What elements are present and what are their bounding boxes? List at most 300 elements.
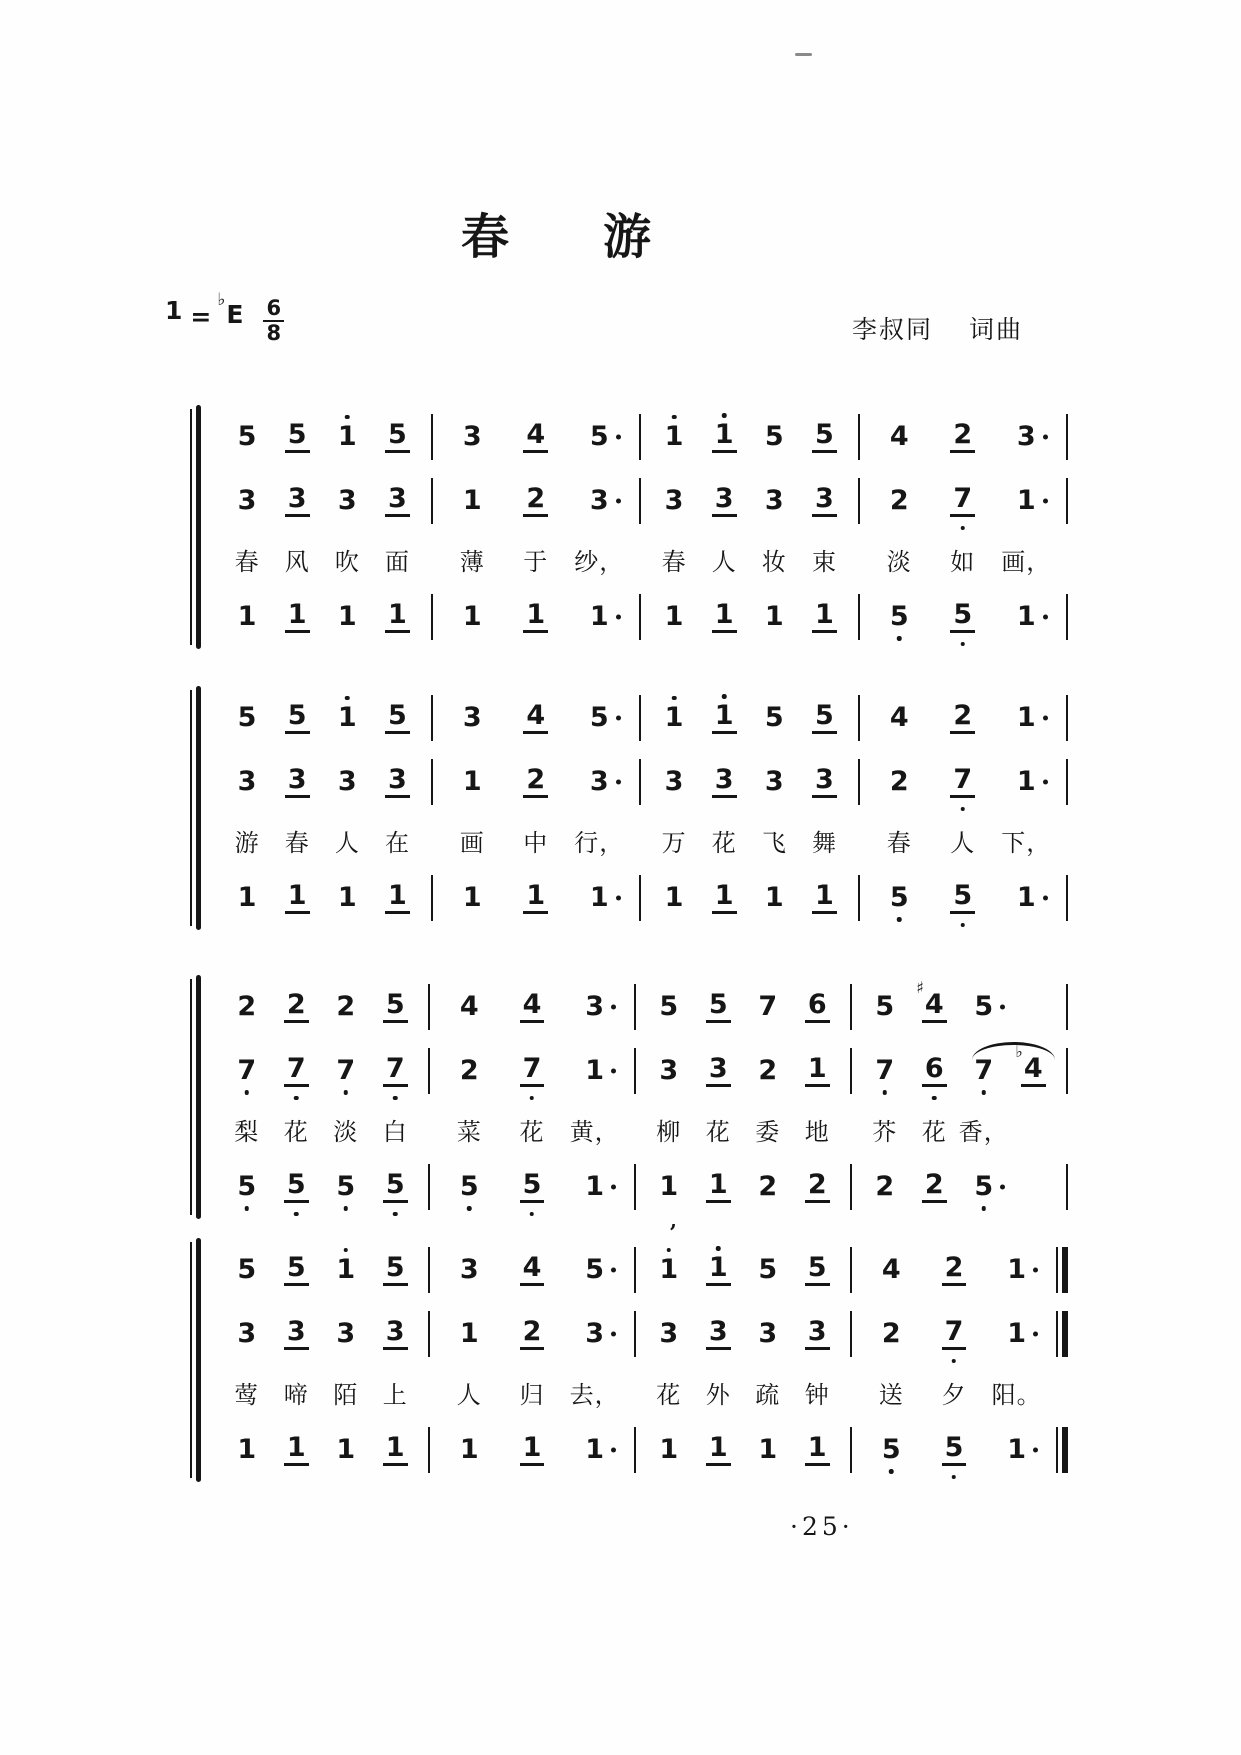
jianpu-note <box>931 601 995 633</box>
jianpu-note <box>860 1171 910 1203</box>
note-glyph <box>942 1318 967 1350</box>
note-digit: 5 <box>284 1254 309 1286</box>
jianpu-note <box>799 485 849 517</box>
note-digit: 3 <box>585 990 605 1022</box>
jianpu-note <box>860 1434 923 1466</box>
jianpu-note <box>694 1055 744 1087</box>
note-glyph <box>460 484 485 516</box>
note-glyph <box>587 765 612 797</box>
note-digit: 5 <box>285 702 310 734</box>
note-glyph <box>285 882 310 914</box>
end-barline <box>1066 695 1068 741</box>
lyric-text: 春 <box>661 547 687 576</box>
lyric-syllable <box>222 823 272 858</box>
note-digit: 1 <box>812 882 837 914</box>
measure <box>860 823 1066 858</box>
lyric-text: 白 <box>382 1117 408 1146</box>
note-glyph <box>333 1317 358 1349</box>
lyric-text: 啼 <box>283 1380 309 1409</box>
note-glyph <box>762 420 787 452</box>
jianpu-note <box>743 1434 792 1466</box>
jianpu-note <box>649 421 699 453</box>
jianpu-note <box>799 421 849 453</box>
lyric-text: 钟 <box>804 1380 830 1409</box>
lyric-syllable <box>322 823 372 858</box>
jianpu-note <box>693 1318 742 1350</box>
jianpu-note <box>272 882 322 914</box>
lyric-syllable <box>694 1112 744 1147</box>
note-digit: 5 <box>285 421 310 453</box>
measure <box>636 991 850 1023</box>
note-glyph <box>706 1055 731 1087</box>
duration-dot <box>1043 615 1048 620</box>
jianpu-note <box>699 702 749 734</box>
note-digit: 3 <box>764 484 784 516</box>
lyric-text: 于 <box>523 547 549 576</box>
jianpu-note <box>438 1055 501 1087</box>
measure <box>641 702 858 734</box>
jianpu-note <box>923 1254 986 1286</box>
barline <box>1066 594 1068 640</box>
octave-dot-high <box>345 696 350 701</box>
note-digit: 5 <box>974 990 994 1022</box>
lyric-syllable <box>372 542 422 577</box>
jianpu-note <box>321 1055 371 1087</box>
jianpu-note <box>931 882 995 914</box>
jianpu-note <box>749 702 799 734</box>
jianpu-note <box>271 1318 320 1350</box>
end-barline <box>1056 1427 1068 1473</box>
jianpu-note <box>644 1170 694 1232</box>
jianpu-note <box>371 1055 421 1087</box>
jianpu-note <box>501 1055 564 1087</box>
note-glyph <box>235 420 260 452</box>
octave-dot-low <box>961 807 966 812</box>
note-digit: 1 <box>285 601 310 633</box>
lyric-syllable <box>438 1112 501 1147</box>
note-glyph <box>587 484 612 516</box>
note-digit: 5 <box>812 702 837 734</box>
jianpu-note <box>995 485 1059 517</box>
measure <box>214 1112 428 1147</box>
end-barline <box>1066 875 1068 921</box>
lyric-syllable <box>799 542 849 577</box>
measure <box>214 766 431 798</box>
measure <box>430 1434 634 1466</box>
note-glyph <box>582 1253 607 1285</box>
note-glyph <box>887 765 912 797</box>
note-glyph <box>872 1170 897 1202</box>
note-glyph <box>235 484 260 516</box>
duration-dot <box>616 716 621 721</box>
duration-dot <box>1043 435 1048 440</box>
note-glyph <box>887 881 912 913</box>
lyric-syllable <box>860 1112 910 1147</box>
measure <box>214 991 428 1023</box>
note-glyph <box>872 1054 897 1086</box>
jianpu-note <box>923 1318 986 1350</box>
note-glyph <box>971 990 996 1022</box>
octave-dot-low <box>393 1212 398 1217</box>
note-digit: 3 <box>812 766 837 798</box>
note-digit: 1 <box>385 882 410 914</box>
jianpu-note <box>272 1171 322 1203</box>
system-brace <box>190 975 204 1219</box>
note-glyph <box>812 601 837 633</box>
note-digit: 3 <box>337 765 357 797</box>
note-glyph <box>805 1171 830 1203</box>
music-system <box>190 686 1068 930</box>
note-glyph <box>383 991 408 1023</box>
octave-dot-low <box>932 1096 937 1101</box>
jianpu-note <box>868 702 932 734</box>
lyric-text: 春 <box>234 547 260 576</box>
note-glyph <box>587 600 612 632</box>
time-signature <box>263 298 284 344</box>
note-glyph <box>234 1317 259 1349</box>
measure <box>852 1112 1066 1147</box>
lyric-syllable <box>868 542 932 577</box>
lyric-text: 花 <box>656 1380 682 1409</box>
jianpu-note <box>860 1318 923 1350</box>
note-glyph <box>712 702 737 734</box>
note-glyph <box>520 991 545 1023</box>
measure <box>641 601 858 633</box>
note-glyph <box>805 1055 830 1087</box>
lyric-syllable <box>272 542 322 577</box>
note-digit: 1 <box>337 600 357 632</box>
lyric-syllable <box>743 1375 792 1410</box>
note-digit: 3 <box>758 1317 778 1349</box>
jianpu-note <box>868 601 932 633</box>
lyric-text: 在 <box>384 828 410 857</box>
jianpu-note <box>438 1171 501 1203</box>
note-digit: 4 <box>881 1253 901 1285</box>
note-glyph <box>656 990 681 1022</box>
measure <box>860 542 1066 577</box>
note-digit: 2 <box>881 1317 901 1349</box>
note-glyph <box>460 420 485 452</box>
lyric-syllable <box>563 1375 626 1410</box>
jianpu-note <box>910 978 960 1023</box>
note-glyph <box>234 1253 259 1285</box>
note-glyph <box>234 1433 259 1465</box>
barline <box>1066 984 1068 1030</box>
duration-dot <box>616 615 621 620</box>
lyric-syllable <box>321 1375 370 1410</box>
jianpu-note <box>931 421 995 453</box>
note-glyph <box>520 1254 545 1286</box>
note-digit: 5 <box>589 420 609 452</box>
lyric-syllable <box>931 823 995 858</box>
note-digit: 3 <box>712 766 737 798</box>
jianpu-note <box>868 882 932 914</box>
lyric-text: 风 <box>284 547 310 576</box>
lyric-syllable <box>568 823 632 858</box>
duration-dot <box>616 499 621 504</box>
note-digit: 1 <box>1016 881 1036 913</box>
note-digit: 1 <box>336 1253 356 1285</box>
duration-dot <box>611 1332 616 1337</box>
jianpu-note <box>649 485 699 517</box>
lyric-text: 归 <box>519 1380 545 1409</box>
note-digit: 2 <box>336 990 356 1022</box>
note-glyph <box>523 766 548 798</box>
note-digit: 1 <box>1016 701 1036 733</box>
note-digit: 1 <box>237 881 257 913</box>
lyric-text: 画 <box>459 828 485 857</box>
duration-dot <box>611 1069 616 1074</box>
note-glyph <box>879 1253 904 1285</box>
note-digit: 3 <box>805 1318 830 1350</box>
jianpu-note <box>644 1318 693 1350</box>
lyric-syllable <box>749 542 799 577</box>
lyric-syllable <box>222 1375 271 1410</box>
note-digit: 1 <box>462 484 482 516</box>
lyrics-row <box>214 533 1068 585</box>
jianpu-note <box>438 1318 501 1350</box>
note-digit: 1 <box>459 1433 479 1465</box>
note-digit: 1 <box>1007 1317 1027 1349</box>
lyric-syllable <box>793 1112 843 1147</box>
jianpu-note <box>694 1171 744 1203</box>
note-digit: 3 <box>589 765 609 797</box>
voice-row-2 <box>214 469 1068 533</box>
note-glyph <box>812 485 837 517</box>
jianpu-note <box>501 1254 564 1286</box>
measure <box>430 991 634 1023</box>
note-digit: 1 <box>664 420 684 452</box>
lyric-syllable <box>272 823 322 858</box>
jianpu-note <box>563 991 626 1023</box>
note-digit: 2 <box>889 765 909 797</box>
note-glyph <box>582 1433 607 1465</box>
system-rows <box>214 686 1068 930</box>
note-glyph <box>662 765 687 797</box>
lyric-syllable <box>792 1375 841 1410</box>
voice-row-3 <box>214 1155 1068 1232</box>
note-glyph <box>460 881 485 913</box>
jianpu-note <box>372 702 422 734</box>
jianpu-note <box>995 601 1059 633</box>
note-glyph <box>805 1318 830 1350</box>
note-digit: 1 <box>337 701 357 733</box>
note-glyph <box>335 881 360 913</box>
jianpu-note <box>649 601 699 633</box>
note-digit: 7 <box>383 1055 408 1087</box>
note-digit: 5 <box>764 701 784 733</box>
jianpu-note <box>743 1055 793 1087</box>
voice-row-2 <box>214 1039 1068 1103</box>
note-digit: 5 <box>237 420 257 452</box>
jianpu-note <box>438 1254 501 1286</box>
note-glyph <box>805 991 830 1023</box>
jianpu-note <box>568 485 632 517</box>
duration-dot <box>1043 780 1048 785</box>
octave-dot-low <box>961 642 966 647</box>
note-glyph <box>335 600 360 632</box>
note-glyph <box>234 1054 259 1086</box>
note-digit: 5 <box>764 420 784 452</box>
octave-dot-low <box>952 1475 957 1480</box>
octave-dot-low <box>393 1096 398 1101</box>
measure <box>860 601 1066 633</box>
jianpu-note <box>322 601 372 633</box>
octave-dot-low <box>897 917 902 922</box>
final-barline <box>1062 1427 1068 1473</box>
jianpu-note <box>749 601 799 633</box>
octave-dot-low <box>244 1206 249 1211</box>
note-digit: 1 <box>1016 600 1036 632</box>
note-digit: 1 <box>520 1434 545 1466</box>
note-glyph <box>285 601 310 633</box>
measure <box>214 601 431 633</box>
lyric-syllable <box>563 1112 626 1147</box>
jianpu-note <box>563 1171 626 1203</box>
jianpu-note <box>441 421 505 453</box>
note-digit: 4 <box>889 701 909 733</box>
note-glyph <box>755 1317 780 1349</box>
voice-row-3 <box>214 585 1068 649</box>
note-digit: 1 <box>589 881 609 913</box>
lyric-text: 黄， <box>569 1117 620 1146</box>
note-digit: 3 <box>462 701 482 733</box>
note-glyph <box>457 1253 482 1285</box>
note-glyph <box>1014 420 1039 452</box>
note-glyph <box>712 421 737 453</box>
lyric-text: 花 <box>519 1117 545 1146</box>
lyric-text: 淡 <box>886 547 912 576</box>
jianpu-note <box>649 702 699 734</box>
duration-dot <box>611 1268 616 1273</box>
note-glyph <box>942 1434 967 1466</box>
jianpu-note <box>694 991 744 1023</box>
jianpu-note <box>222 991 272 1023</box>
note-glyph <box>755 1170 780 1202</box>
lyric-text: 花 <box>711 828 737 857</box>
measure <box>860 421 1066 453</box>
jianpu-note <box>699 485 749 517</box>
note-digit: 1 <box>805 1434 830 1466</box>
jianpu-note <box>222 1254 271 1286</box>
measure <box>433 823 639 858</box>
jianpu-note <box>644 991 694 1023</box>
note-digit: 2 <box>523 485 548 517</box>
note-glyph <box>523 421 548 453</box>
note-digit: 5 <box>950 601 975 633</box>
system-rows <box>214 1238 1068 1482</box>
note-glyph <box>285 421 310 453</box>
note-glyph <box>235 701 260 733</box>
note-glyph <box>662 420 687 452</box>
music-system <box>190 405 1068 649</box>
jianpu-note <box>743 991 793 1023</box>
note-glyph <box>383 1254 408 1286</box>
key-tonic: 1 <box>165 296 183 325</box>
voice-row-2 <box>214 1302 1068 1366</box>
measure <box>852 978 1066 1023</box>
jianpu-note <box>322 421 372 453</box>
system-brace <box>190 686 204 930</box>
composer-name: 李叔同 <box>852 315 934 344</box>
note-glyph <box>582 990 607 1022</box>
note-digit: 1 <box>712 601 737 633</box>
lyric-syllable <box>321 1112 371 1147</box>
octave-dot-low <box>982 1090 987 1095</box>
lyric-text: 地 <box>804 1117 830 1146</box>
octave-dot-high <box>722 694 727 699</box>
note-glyph <box>385 766 410 798</box>
note-digit: 1 <box>1007 1253 1027 1285</box>
note-digit: 1 <box>764 881 784 913</box>
lyric-text: 委 <box>755 1117 781 1146</box>
note-digit: 5 <box>950 882 975 914</box>
jianpu-note <box>649 882 699 914</box>
note-digit: 6 <box>805 991 830 1023</box>
note-digit: 1 <box>764 600 784 632</box>
key-letter: E <box>226 300 244 329</box>
lyric-text: 上 <box>382 1380 408 1409</box>
jianpu-note <box>271 1434 320 1466</box>
note-glyph <box>971 1054 996 1086</box>
voice-row-3 <box>214 1418 1068 1482</box>
octave-dot-low <box>530 1096 535 1101</box>
jianpu-note <box>985 1434 1048 1466</box>
note-digit: 2 <box>950 702 975 734</box>
system-rows <box>214 975 1068 1232</box>
jianpu-note <box>959 991 1009 1023</box>
lyric-text: 游 <box>234 828 260 857</box>
lyric-text: 人 <box>334 828 360 857</box>
lyric-syllable <box>504 542 568 577</box>
title-char-2: 游 <box>603 209 654 265</box>
note-glyph <box>460 600 485 632</box>
note-digit: 2 <box>889 484 909 516</box>
jianpu-note <box>792 1254 841 1286</box>
note-digit: 1 <box>337 420 357 452</box>
page-title <box>0 198 1114 267</box>
final-barline <box>1062 1247 1068 1293</box>
lyric-syllable <box>568 542 632 577</box>
note-glyph <box>335 765 360 797</box>
octave-dot-high <box>343 1248 348 1253</box>
note-glyph <box>457 1170 482 1202</box>
note-glyph <box>385 485 410 517</box>
note-glyph <box>712 766 737 798</box>
note-glyph <box>284 1434 309 1466</box>
jianpu-note <box>271 1254 320 1286</box>
jianpu-note <box>799 702 849 734</box>
jianpu-note <box>799 882 849 914</box>
jianpu-note <box>504 601 568 633</box>
jianpu-note <box>910 1055 960 1087</box>
jianpu-note <box>322 882 372 914</box>
jianpu-note <box>504 766 568 798</box>
octave-dot-low <box>982 1206 987 1211</box>
measure <box>433 882 639 914</box>
note-digit: 4 <box>523 421 548 453</box>
jianpu-note <box>868 485 932 517</box>
jianpu-note <box>931 766 995 798</box>
note-glyph <box>383 1434 408 1466</box>
lyric-syllable <box>799 823 849 858</box>
lyric-text: 疏 <box>755 1380 781 1409</box>
note-glyph <box>457 1054 482 1086</box>
measure <box>641 485 858 517</box>
note-glyph <box>285 485 310 517</box>
note-digit: 2 <box>950 421 975 453</box>
lyric-syllable <box>370 1375 419 1410</box>
